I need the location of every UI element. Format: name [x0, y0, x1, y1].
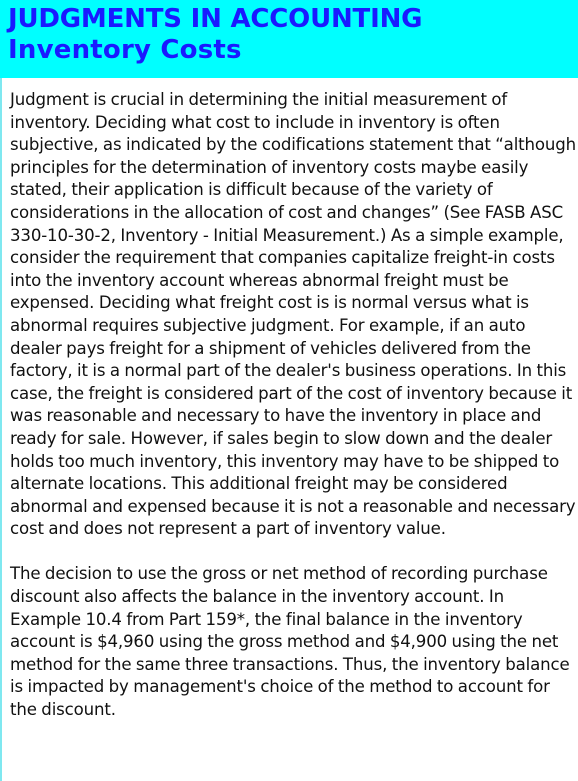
left-border-rule	[0, 78, 2, 781]
page-subtitle: Inventory Costs	[8, 35, 242, 65]
body-text	[10, 89, 576, 722]
header-banner	[0, 0, 578, 78]
page-title: JUDGMENTS IN ACCOUNTING	[8, 4, 423, 34]
paragraph-1: Judgment is crucial in determining the initial measurement of inventory. Deciding what cost to include in inventory is often subjective, as indicated by the codifications statement that “although principles for the determination of inventory costs maybe easily stated, their application is difficult because of the variety of considerations in the allocation of cost and changes” (See FASB ASC 330-10-30-2, Inventory - Initial Measurement.) As a simple example, consider the requirement that companies capitalize freight-in costs into the inventory account whereas abnormal freight must be expensed. Deciding what freight cost is is normal versus what is abnormal requires subjective judgment. For example, if an auto dealer pays freight for a shipment of vehicles delivered from the factory, it is a normal part of the dealer's business operations. In this case, the freight is considered part of the cost of inventory because it was reasonable and necessary to have the inventory in place and ready for sale. However, if sales begin to slow down and the dealer holds too much inventory, this inventory may have to be shipped to alternate locations. This additional freight may be considered abnormal and expensed because it is not a reasonable and necessary cost and does not represent a part of inventory value.	[10, 90, 577, 539]
paragraph-2: The decision to use the gross or net method of recording purchase discount also affects the balance in the inventory account. In Example 10.4 from Part 159*, the final balance in the inventory account is $4,960 using the gross method and $4,900 using the net method for the same three transactions. Thus, the inventory balance is impacted by management's choice of the method to account for the discount.	[10, 564, 570, 720]
